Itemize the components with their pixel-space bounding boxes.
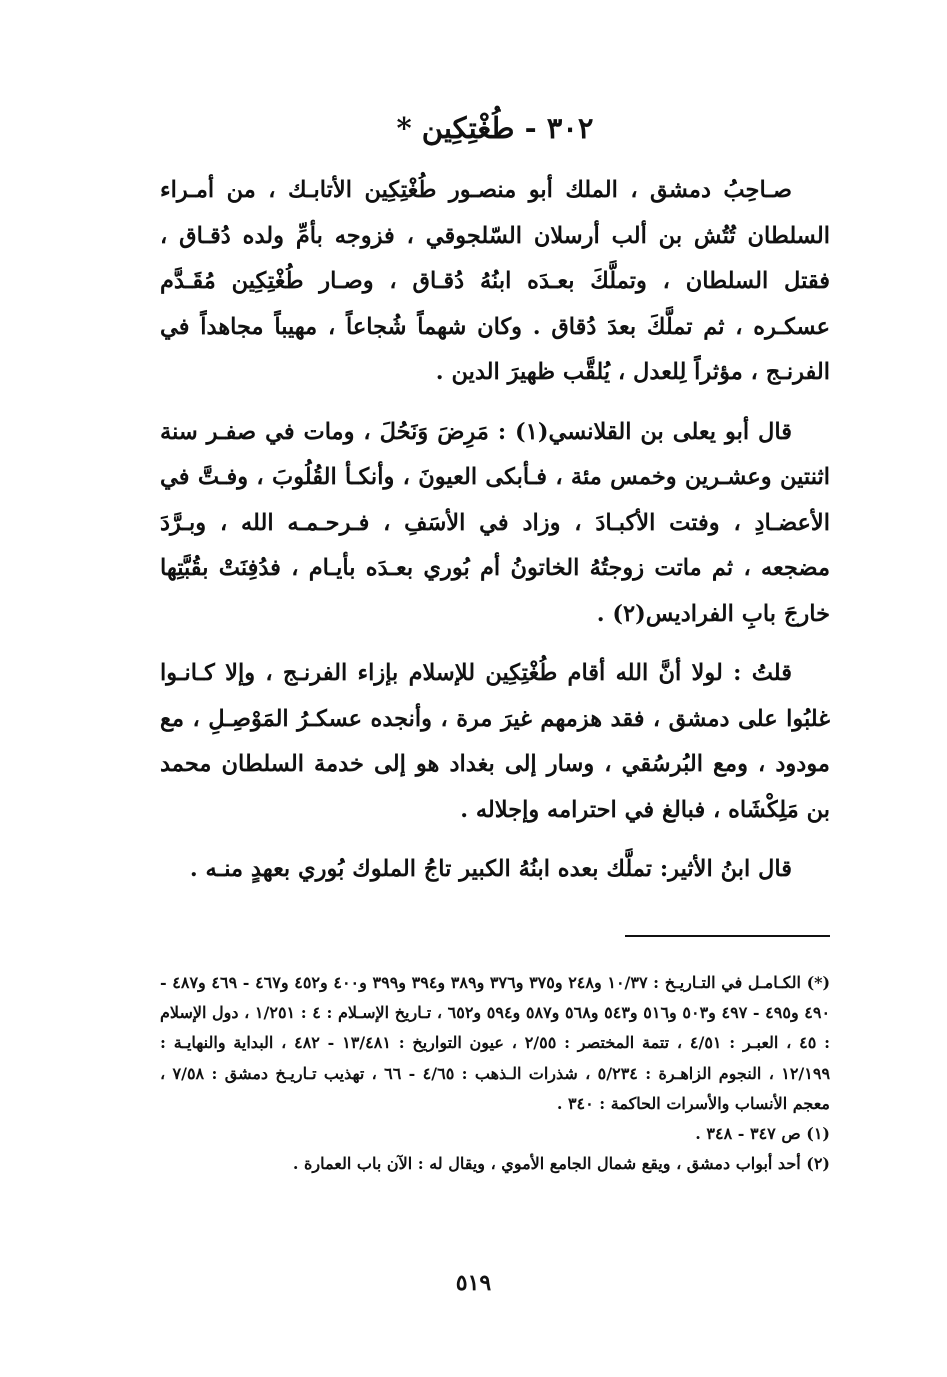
paragraph-ibn-al-athir: قال ابنُ الأثير: تملَّك بعده ابنُهُ الكبير تاجُ الملوك بُوري بعهدٍ منـه . xyxy=(189,856,792,882)
page-number: ٥١٩ xyxy=(455,1270,492,1296)
footnote-divider xyxy=(625,935,830,937)
footnote-sources xyxy=(160,968,830,1119)
footnote-text: أحد أبواب دمشق ، ويقع شمال الجامع الأموي ، ويقال له : الآن باب العمارة . xyxy=(292,1154,801,1174)
paragraph-author-comment: قلتُ : لولا أنَّ الله أقام طُغْتِكِين للإسلام بإزاء الفرنـج ، وإلا كـانـوا غلبُوا على دمشق ، فقد هزمهم غيرَ مرة ، وأنجده عسكـرُ المَوْصِـلِ ، مع مودود ، ومع البُرسُقي ، وسار إلى بغداد هو إلى خدمة السلطان محمد بن مَلِكْشَاه ، فبالغ في احترامه وإجلاله . xyxy=(160,660,830,823)
paragraph-ibn-al-qalanisi: قال أبو يعلى بن القلانسي(١) : مَرِضَ وَنَحُلَ ، ومات في صفـر سنة اثنتين وعشـرين وخمس مئة ، فـأبكى العيونَ ، وأنكـأ القُلُوبَ ، وفـتَّ في الأعضـادِ ، وفتت الأكبـادَ ، وزاد في الأسَفِ ، فـرحـمـه الله ، وبـرَّدَ مضجعه ، ثم ماتت زوجتُهُ الخاتونُ أم بُوري بعـدَه بأيـام ، فدُفِنَتْ بقُبَّتِها خارجَ بابِ الفراديس(٢) . xyxy=(160,418,830,627)
footnote-2 xyxy=(160,1149,830,1179)
footnote-1 xyxy=(160,1119,830,1149)
footnote-marker: (*) xyxy=(806,973,831,992)
footnote-text: الكـامـل في التـاريـخ : ١٠/٣٧ و٢٤٨ و٣٧٥ و٣٧٦ و٣٨٩ و٣٩٤ و٣٩٩ و٤٠٠ و٤٥٢ و٤٦٧ - ٤٦٩ و٤٨٧ - ٤٩٠ و٤٩٥ - ٤٩٧ و٥٠٣ و٥١٦ و٥٤٣ و٥٦٨ و٥٨٧ و٥٩٤ و٦٥٢ ، تـاريخ الإسـلام : ٤ : ١/٢٥١ ، دول الإسلام : ٤٥ ، العبـر : ٤/٥١ ، تتمة المختصر : ٢/٥٥ ، عيون التواريخ : ١٣/٤٨١ - ٤٨٢ ، البداية والنهايـة : ١٢/١٩٩ ، النجوم الزاهـرة : ٥/٢٣٤ ، شذرات الـذهب : ٤/٦٥ - ٦٦ ، تهذيب تـاريـخ دمشق : ٧/٥٨ ، معجم الأنساب والأسرات الحاكمة : ٣٤٠ . xyxy=(160,973,831,1113)
footnotes xyxy=(160,968,830,1179)
footnote-marker: (١) xyxy=(806,1124,830,1144)
entry-heading: ٣٠٢ - طُغْتِكِين * xyxy=(396,111,594,145)
footnote-marker: (٢) xyxy=(806,1154,830,1174)
main-text xyxy=(160,168,830,907)
paragraph-biography: صـاحِبُ دمشق ، الملك أبو منصـور طُغْتِكِين الأتابـك ، من أمـراء السلطان تُتُش بن ألب أرسلان السّلجوقي ، فزوجه بأمِّ ولده دُقـاق ، فقتل السلطان ، وتملَّكَ بعـدَه ابنُهُ دُقـاق ، وصـار طُغْتِكِين مُقَـدَّم عسكـره ، ثم تملَّكَ بعدَ دُقاق . وكان شهماً شُجاعاً ، مهيباً مجاهداً في الفرنـج ، مؤثراً لِلعدل ، يُلقَّب ظهيرَ الدين . xyxy=(160,177,830,385)
footnote-text: ص ٣٤٧ - ٣٤٨ . xyxy=(695,1124,801,1144)
